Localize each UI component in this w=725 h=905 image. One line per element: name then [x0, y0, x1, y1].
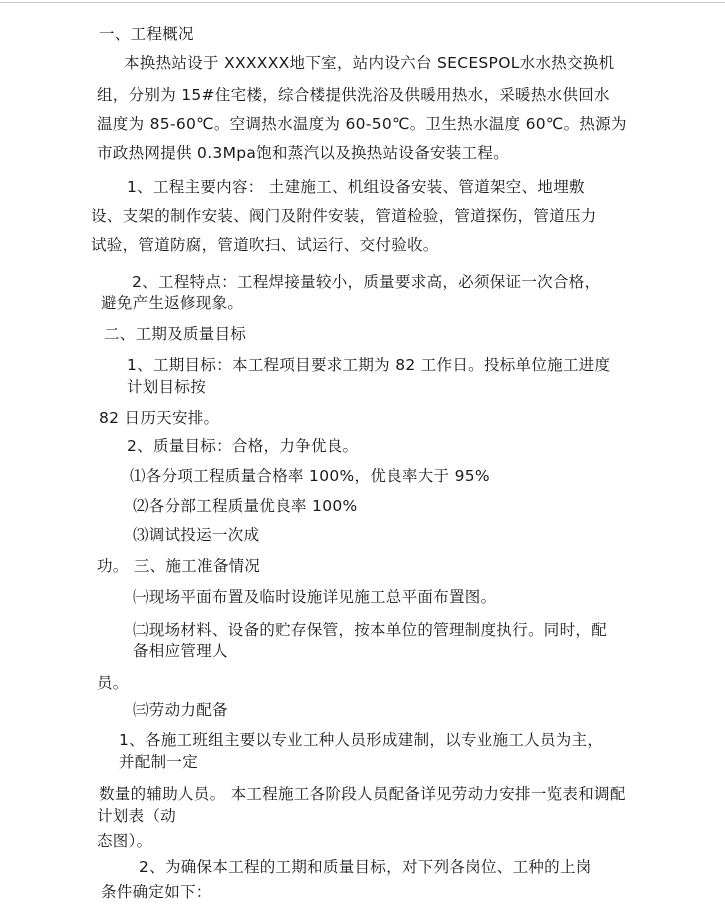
paragraph-line: 2、工程特点：工程焊接量较小，质量要求高，必须保证一次合格，	[132, 273, 601, 291]
paragraph-line: 组，分别为 15#住宅楼，综合楼提供洗浴及供暖用热水，采暖热水供回水	[97, 86, 610, 104]
paragraph-line: 计划表（动	[97, 807, 177, 825]
paragraph-line: 数量的辅助人员。 本工程施工各阶段人员配备详见劳动力安排一览表和调配	[99, 785, 626, 803]
paragraph-line: 2、质量目标：合格，力争优良。	[127, 437, 359, 455]
paragraph-line: 态图）。	[97, 832, 153, 850]
page-top-border	[0, 2, 725, 3]
paragraph-line: 温度为 85-60℃。空调热水温度为 60-50℃。卫生热水温度 60℃。热源为	[97, 115, 627, 133]
paragraph-line: 1、工程主要内容： 土建施工、机组设备安装、管道架空、地埋敷	[127, 178, 585, 196]
paragraph-line: 功。 三、施工准备情况	[97, 557, 261, 575]
paragraph-line: 本换热站设于 XXXXXX地下室，站内设六台 SECESPOL水水热交换机	[124, 54, 615, 72]
list-item: ㈠现场平面布置及临时设施详见施工总平面布置图。	[133, 588, 497, 606]
list-item: ⑵各分部工程质量优良率 100%	[133, 497, 358, 515]
paragraph-line: 备相应管理人	[133, 642, 228, 660]
list-item: ㈢劳动力配备	[133, 701, 228, 719]
paragraph-line: 计划目标按	[127, 378, 207, 396]
paragraph-line: 1、工期目标：本工程项目要求工期为 82 工作日。投标单位施工进度	[127, 356, 611, 374]
list-item: ⑶调试投运一次成	[133, 526, 260, 544]
list-item: ⑴各分项工程质量合格率 100%，优良率大于 95%	[130, 467, 490, 485]
paragraph-line: 避免产生返修现象。	[101, 294, 244, 312]
paragraph-line: 2、为确保本工程的工期和质量目标，对下列各岗位、工种的上岗	[139, 858, 592, 876]
paragraph-line: 试验，管道防腐，管道吹扫、试运行、交付验收。	[91, 236, 439, 254]
section-heading-project-overview: 一、工程概况	[99, 25, 194, 43]
list-item: ㈡现场材料、设备的贮存保管，按本单位的管理制度执行。同时，配	[133, 621, 608, 639]
paragraph-line: 市政热网提供 0.3Mpa饱和蒸汽以及换热站设备安装工程。	[97, 144, 509, 162]
section-heading-schedule-quality: 二、工期及质量目标	[104, 325, 247, 343]
paragraph-line: 并配制一定	[119, 753, 199, 771]
paragraph-line: 条件确定如下：	[101, 883, 212, 901]
paragraph-line: 设、支架的制作安装、阀门及附件安装，管道检验，管道探伤，管道压力	[91, 207, 597, 225]
paragraph-line: 员。	[97, 674, 129, 692]
paragraph-line: 82 日历天安排。	[99, 409, 220, 427]
paragraph-line: 1、各施工班组主要以专业工种人员形成建制，以专业施工人员为主，	[119, 731, 604, 749]
